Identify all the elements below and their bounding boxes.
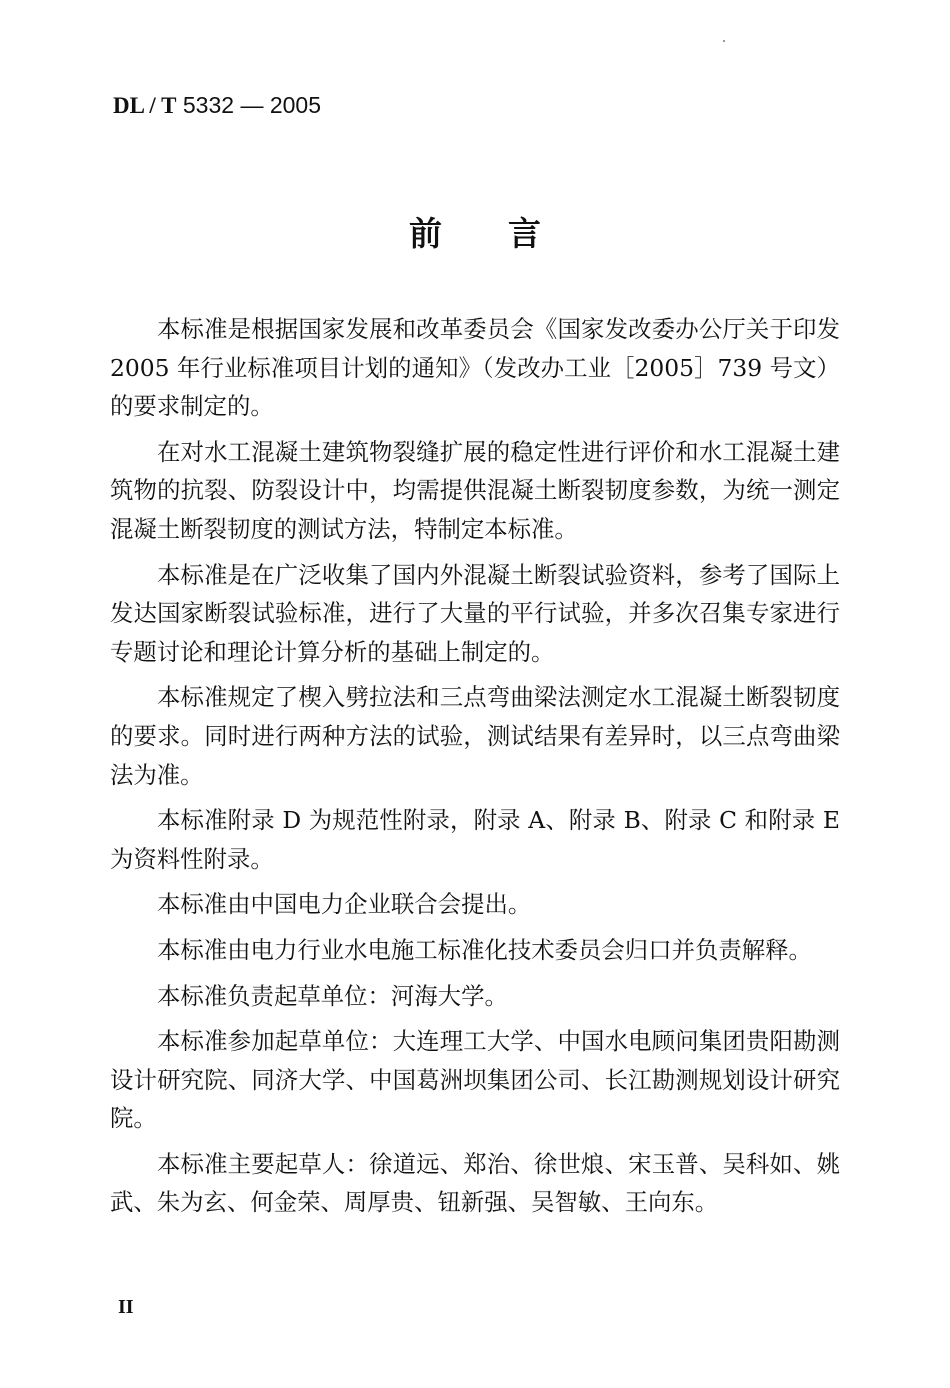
paragraph-appendices: 本标准附录 D 为规范性附录，附录 A、附录 B、附录 C 和附录 E 为资料性附录。 [110,806,840,873]
paragraph-scope: 本标准规定了楔入劈拉法和三点弯曲梁法测定水工混凝土断裂韧度的要求。同时进行两种方法的试验，测试结果有差异时，以三点弯曲梁法为准。 [110,683,840,789]
title-char-2: 言 [508,214,541,253]
page-number: II [118,1296,134,1318]
paragraph-main-drafters: 本标准主要起草人：徐道远、郑治、徐世烺、宋玉普、吴科如、姚武、朱为玄、何金荣、周厚贵、钮新强、吴智敏、王向东。 [110,1149,840,1217]
page-title [0,208,950,255]
paragraph-background: 本标准是在广泛收集了国内外混凝土断裂试验资料，参考了国际上发达国家断裂试验标准，进行了大量的平行试验，并多次召集专家进行专题讨论和理论计算分析的基础上制定的。 [110,560,840,666]
standard-code-number: 5332 — 2005 [182,92,322,118]
scan-speck [723,40,725,42]
standard-code-prefix: DL / T [113,93,177,118]
title-char-1: 前 [409,214,442,253]
paragraph-purpose: 在对水工混凝土建筑物裂缝扩展的稳定性进行评价和水工混凝土建筑物的抗裂、防裂设计中，均需提供混凝土断裂韧度参数，为统一测定混凝土断裂韧度的测试方法，特制定本标准。 [110,437,840,543]
paragraph-proposer: 本标准由中国电力企业联合会提出。 [157,890,532,919]
paragraph-interpretation: 本标准由电力行业水电施工标准化技术委员会归口并负责解释。 [157,935,812,964]
foreword-body [110,310,840,1229]
standard-code [113,92,321,119]
paragraph-participating-drafters: 本标准参加起草单位：大连理工大学、中国水电顾问集团贵阳勘测设计研究院、同济大学、中国葛洲坝集团公司、长江勘测规划设计研究院。 [110,1027,840,1133]
paragraph-lead-drafter: 本标准负责起草单位：河海大学。 [157,981,508,1010]
paragraph-basis: 本标准是根据国家发展和改革委员会《国家发改委办公厅关于印发 2005 年行业标准项目计划的通知》（发改办工业［2005］739 号文）的要求制定的。 [110,315,840,421]
